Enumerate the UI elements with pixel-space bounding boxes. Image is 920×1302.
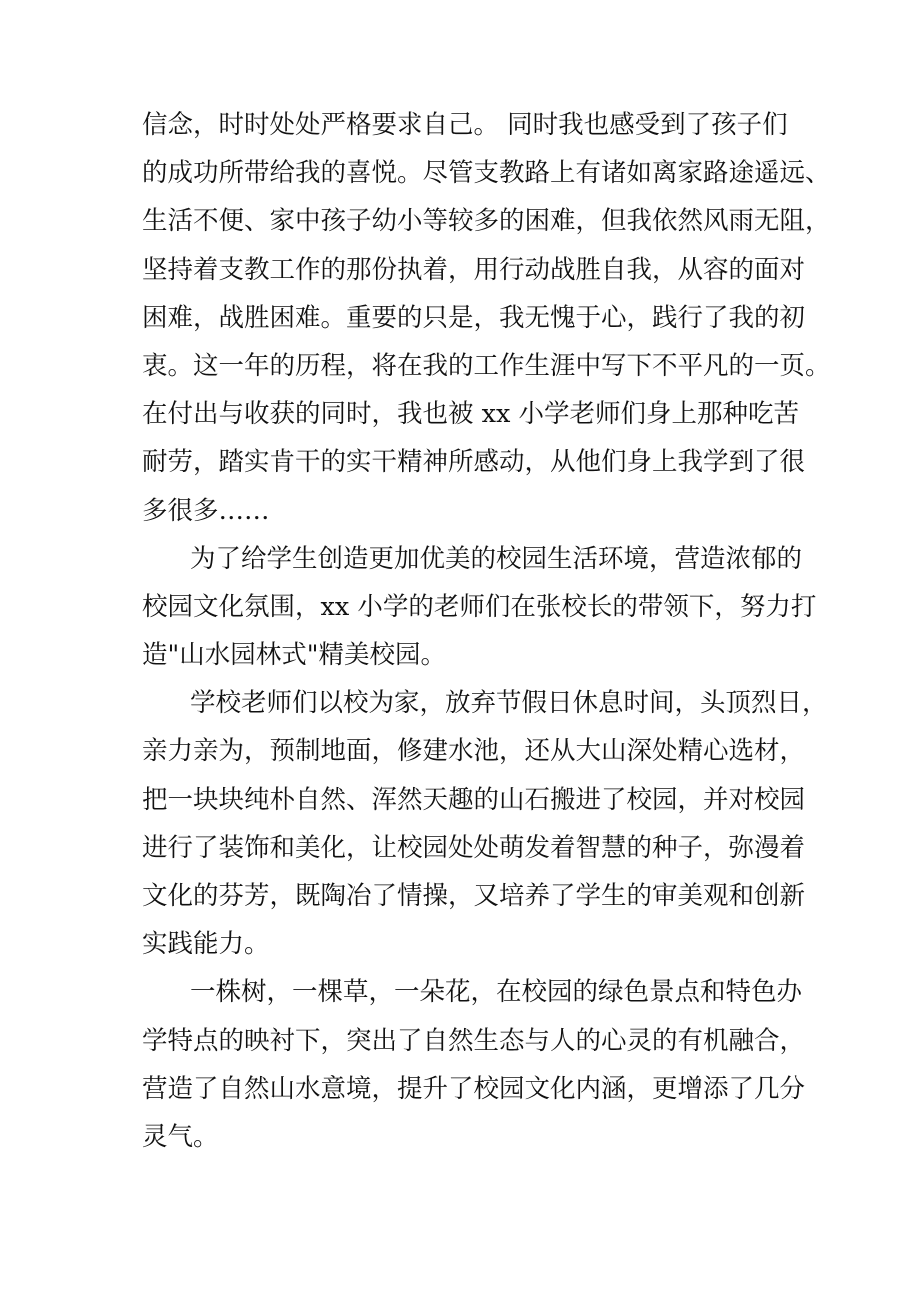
text-line: 一株树，一棵草，一朵花，在校园的绿色景点和特色办 [190,977,803,1008]
document-body [142,101,831,1161]
text-line: 造"山水园林式"精美校园。 [142,640,446,671]
text-line: 营造了自然山水意境，提升了校园文化内涵，更增添了几分 [142,1073,806,1104]
paragraph-1 [142,101,831,535]
text-line: 校园文化氛围，xx 小学的老师们在张校长的带领下，努力打 [142,591,817,622]
text-line: 实践能力。 [142,929,270,960]
text-line: 为了给学生创造更加优美的校园生活环境，营造浓郁的 [190,543,803,574]
paragraph-3 [142,679,828,968]
text-line: 多很多…… [142,495,270,526]
text-line: 把一块块纯朴自然、浑然天趣的山石搬进了校园，并对校园 [142,784,806,815]
text-line: 信念，时时处处严格要求自己。 同时我也感受到了孩子们 [142,110,788,140]
text-line: 耐劳，踏实肯干的实干精神所感动，从他们身上我学到了很 [142,447,806,478]
text-line: 进行了装饰和美化，让校园处处萌发着智慧的种子，弥漫着 [142,832,806,863]
text-line: 坚持着支教工作的那份执着，用行动战胜自我，从容的面对 [142,254,806,285]
text-line: 文化的芬芳，既陶冶了情操，又培养了学生的审美观和创新 [142,881,806,911]
paragraph-4 [142,968,806,1161]
text-line: 衷。这一年的历程，将在我的工作生涯中写下不平凡的一页。 [142,350,831,381]
text-line: 学特点的映衬下，突出了自然生态与人的心灵的有机融合， [142,1025,806,1056]
paragraph-2 [142,535,817,680]
text-line: 学校老师们以校为家，放弃节假日休息时间，头顶烈日， [190,688,828,719]
text-line: 在付出与收获的同时，我也被 xx 小学老师们身上那种吃苦 [142,399,799,430]
text-line: 的成功所带给我的喜悦。尽管支教路上有诸如离家路途遥远、 [142,158,831,189]
text-line: 困难，战胜困难。重要的只是，我无愧于心，践行了我的初 [142,302,806,333]
text-line: 亲力亲为，预制地面，修建水池，还从大山深处精心选材， [142,736,806,767]
text-line: 生活不便、家中孩子幼小等较多的困难，但我依然风雨无阻， [142,206,831,237]
text-line: 灵气。 [142,1121,219,1152]
